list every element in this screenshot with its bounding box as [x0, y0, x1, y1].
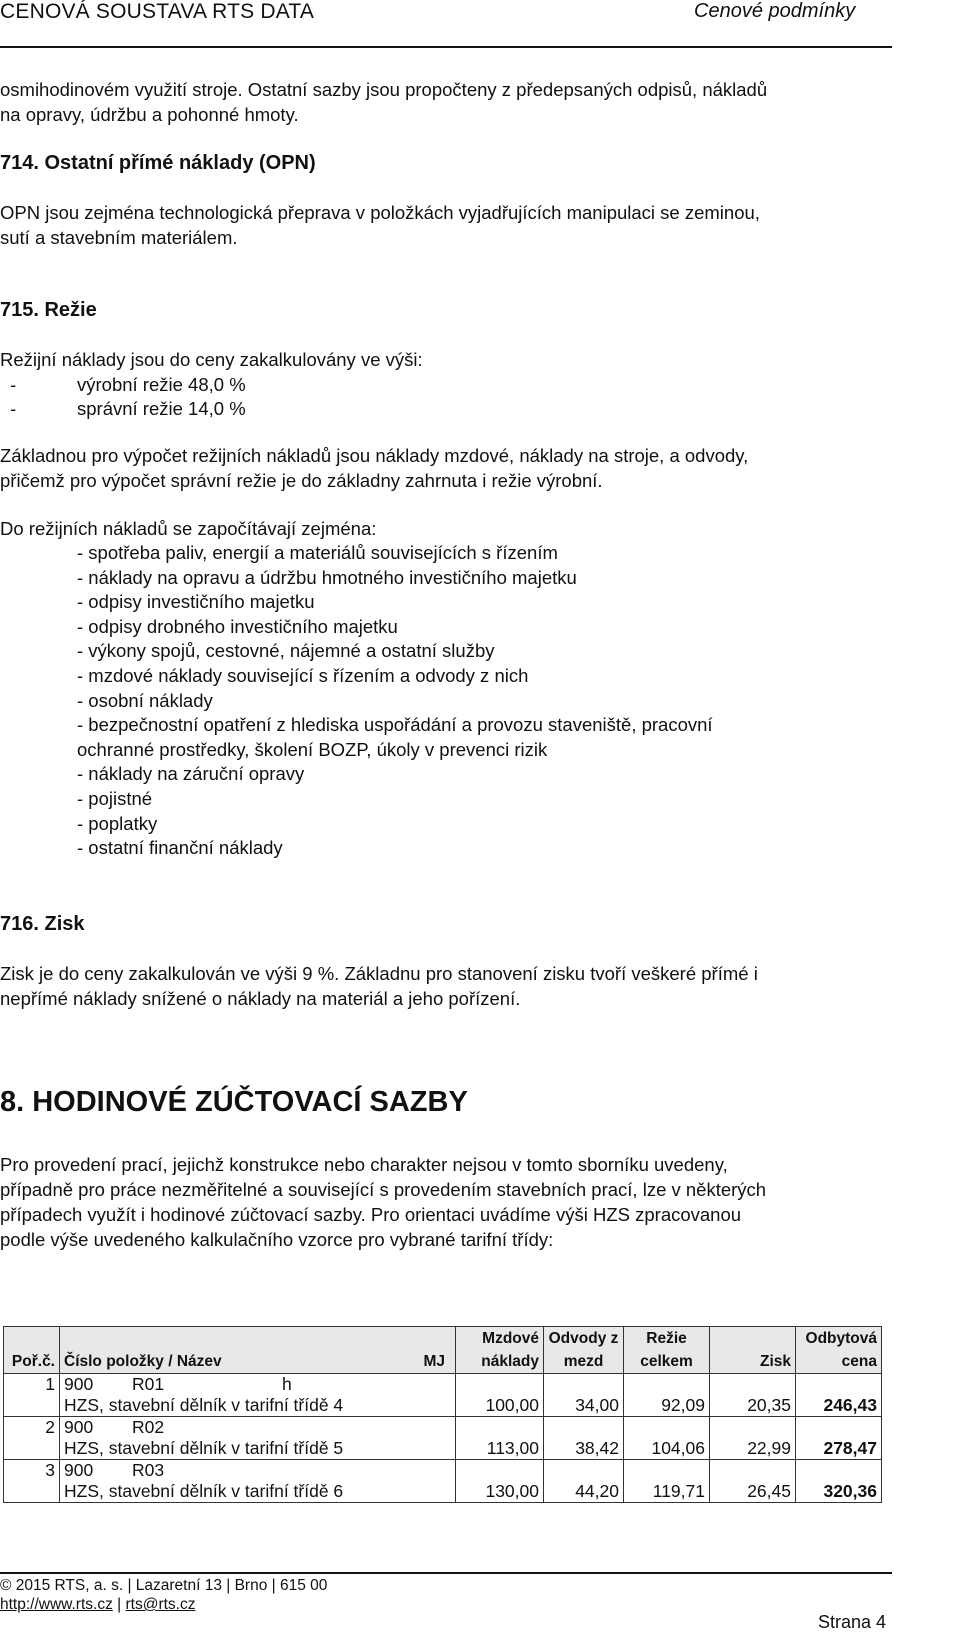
table-row-values — [4, 1438, 882, 1460]
list-item: - pojistné — [77, 787, 153, 809]
section-716-line-2: nepřímé náklady snížené o náklady na materiál a jeho pořízení. — [0, 988, 521, 1009]
col-header-levies-1: Odvody z — [548, 1330, 619, 1347]
list-item: - odpisy investičního majetku — [77, 591, 315, 613]
section-715-heading: 715. Režie — [0, 299, 97, 321]
email-link[interactable]: rts@rts.cz — [125, 1596, 196, 1613]
section-715-base-1: Základnou pro výpočet režijních nákladů jsou náklady mzdové, náklady na stroje, a odvody, — [0, 445, 749, 466]
col-header-price — [796, 1327, 882, 1374]
row-profit: 20,35 — [710, 1395, 796, 1417]
col-header-wage — [456, 1327, 544, 1374]
section-8-line-1: Pro provedení prací, jejichž konstrukce nebo charakter nejsou v tomto sborníku uvedeny, — [0, 1154, 728, 1175]
row-code — [60, 1417, 456, 1439]
table-row — [4, 1460, 882, 1482]
row-overhead: 119,71 — [624, 1481, 710, 1503]
row-unit: h — [282, 1374, 292, 1394]
section-714-heading: 714. Ostatní přímé náklady (OPN) — [0, 152, 316, 174]
row-code — [60, 1374, 456, 1396]
header-divider — [0, 46, 892, 48]
row-name: HZS, stavební dělník v tarifní třídě 4 — [60, 1395, 456, 1417]
row-name: HZS, stavební dělník v tarifní třídě 6 — [60, 1481, 456, 1503]
col-header-overhead-2: celkem — [640, 1353, 693, 1370]
col-header-item-label: Číslo položky / Název — [64, 1353, 222, 1370]
hzs-table — [3, 1326, 882, 1503]
table-row-values — [4, 1395, 882, 1417]
row-code-prefix: 900 — [64, 1417, 94, 1437]
list-item: - odpisy drobného investičního majetku — [77, 615, 398, 637]
table-row-values — [4, 1481, 882, 1503]
col-header-order: Poř.č. — [4, 1327, 60, 1374]
row-name: HZS, stavební dělník v tarifní třídě 5 — [60, 1438, 456, 1460]
col-header-unit: MJ — [423, 1353, 445, 1370]
list-item: - náklady na opravu a údržbu hmotného investičního majetku — [77, 566, 577, 588]
section-715-list-intro: Do režijních nákladů se započítávají zejména: — [0, 518, 377, 539]
table-row — [4, 1417, 882, 1439]
row-levies: 44,20 — [544, 1481, 624, 1503]
intro-line-1: osmihodinovém využití stroje. Ostatní sazby jsou propočteny z předepsaných odpisů, nákladů — [0, 79, 768, 100]
list-item: - náklady na záruční opravy — [77, 763, 305, 785]
overhead-list — [77, 541, 713, 861]
website-link[interactable]: http://www.rts.cz — [0, 1596, 113, 1613]
row-price: 278,47 — [796, 1438, 882, 1460]
section-716-heading: 716. Zisk — [0, 913, 85, 935]
intro-line-2: na opravy, údržbu a pohonné hmoty. — [0, 104, 299, 125]
col-header-item — [60, 1327, 456, 1374]
section-8-heading: 8. HODINOVÉ ZÚČTOVACÍ SAZBY — [0, 1086, 468, 1118]
table-row — [4, 1374, 882, 1396]
section-716-line-1: Zisk je do ceny zakalkulován ve výši 9 %. Základnu pro stanovení zisku tvoří veškeré přímé i — [0, 963, 758, 984]
section-8-line-2: případně pro práce nezměřitelné a související s provedením stavebních prací, lze v některých — [0, 1179, 767, 1200]
list-item: - spotřeba paliv, energií a materiálů souvisejících s řízením — [77, 542, 558, 563]
list-item: - výkony spojů, cestovné, nájemné a ostatní služby — [77, 640, 495, 662]
col-header-overhead — [624, 1327, 710, 1374]
header-section: Cenové podmínky — [694, 0, 856, 22]
col-header-price-1: Odbytová — [805, 1330, 877, 1347]
rate-dash: - — [10, 374, 17, 395]
row-price: 246,43 — [796, 1395, 882, 1417]
row-code-suffix: R02 — [132, 1417, 165, 1437]
section-715-intro: Režijní náklady jsou do ceny zakalkulovány ve výši: — [0, 349, 423, 370]
col-header-wage-1: Mzdové — [482, 1330, 539, 1347]
col-header-price-2: cena — [841, 1353, 877, 1370]
page-number: Strana 4 — [818, 1612, 887, 1632]
row-overhead: 104,06 — [624, 1438, 710, 1460]
section-8-line-3: případech využít i hodinové zúčtovací sazby. Pro orientaci uvádíme výši HZS zpracovanou — [0, 1204, 742, 1225]
row-code — [60, 1460, 456, 1482]
row-profit: 26,45 — [710, 1481, 796, 1503]
row-wage: 100,00 — [456, 1395, 544, 1417]
list-item: - osobní náklady — [77, 689, 213, 711]
section-714-line-1: OPN jsou zejména technologická přeprava v položkách vyjadřujících manipulaci se zeminou, — [0, 202, 760, 223]
list-item: - poplatky — [77, 812, 158, 834]
row-price: 320,36 — [796, 1481, 882, 1503]
col-header-profit: Zisk — [710, 1327, 796, 1374]
section-715-base-2: přičemž pro výpočet správní režie je do základny zahrnuta i režie výrobní. — [0, 470, 603, 491]
row-wage: 113,00 — [456, 1438, 544, 1460]
list-item: ochranné prostředky, školení BOZP, úkoly v prevenci rizik — [77, 738, 548, 760]
list-item: - ostatní finanční náklady — [77, 837, 283, 859]
row-order: 2 — [4, 1417, 60, 1460]
rate-dash: - — [10, 398, 17, 419]
row-code-suffix: R01 — [132, 1374, 165, 1394]
section-714-line-2: sutí a stavebním materiálem. — [0, 227, 238, 248]
row-levies: 38,42 — [544, 1438, 624, 1460]
section-8-line-4: podle výše uvedeného kalkulačního vzorce pro vybrané tarifní třídy: — [0, 1229, 554, 1250]
row-overhead: 92,09 — [624, 1395, 710, 1417]
footer-separator: | — [117, 1596, 122, 1613]
list-item: - mzdové náklady související s řízením a odvody z nich — [77, 664, 529, 686]
footer-address: © 2015 RTS, a. s. | Lazaretní 13 | Brno | 615 00 — [0, 1577, 328, 1594]
col-header-levies — [544, 1327, 624, 1374]
row-profit: 22,99 — [710, 1438, 796, 1460]
row-order: 3 — [4, 1460, 60, 1503]
table-header-row — [4, 1327, 882, 1374]
col-header-overhead-1: Režie — [646, 1330, 687, 1347]
row-code-prefix: 900 — [64, 1374, 94, 1394]
rate-administrative: správní režie 14,0 % — [77, 398, 246, 419]
row-wage: 130,00 — [456, 1481, 544, 1503]
row-levies: 34,00 — [544, 1395, 624, 1417]
footer-links — [0, 1596, 195, 1614]
rate-production: výrobní režie 48,0 % — [77, 374, 246, 395]
row-code-prefix: 900 — [64, 1460, 94, 1480]
list-item: - bezpečnostní opatření z hlediska uspořádání a provozu staveniště, pracovní — [77, 714, 713, 736]
footer-divider — [0, 1572, 892, 1574]
col-header-levies-2: mezd — [563, 1353, 604, 1370]
header-title: CENOVÁ SOUSTAVA RTS DATA — [0, 0, 315, 23]
col-header-wage-2: náklady — [481, 1353, 539, 1370]
row-order: 1 — [4, 1374, 60, 1417]
row-code-suffix: R03 — [132, 1460, 165, 1480]
